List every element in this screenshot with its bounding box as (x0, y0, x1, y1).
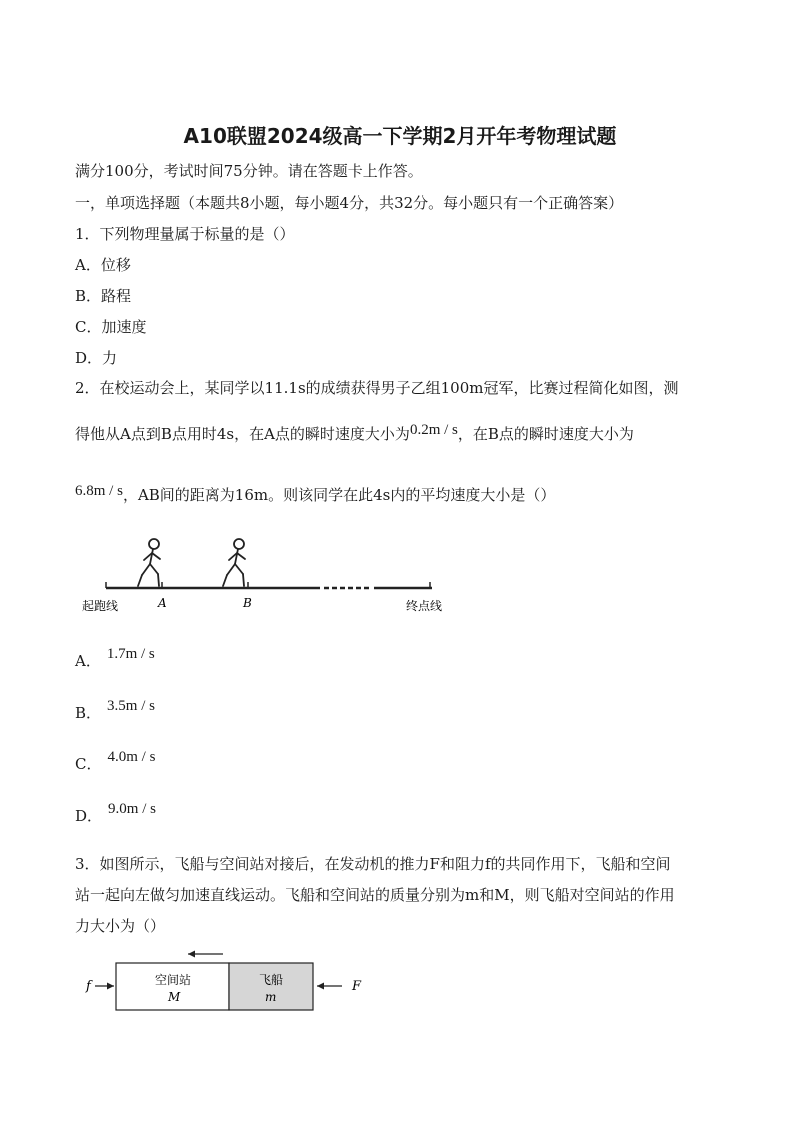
ship-label: 飞船 (259, 973, 284, 987)
point-a-label: A (158, 596, 167, 610)
q2-option-d (75, 801, 156, 826)
q2-text-a: 得他从A点到B点用时4s，在A点的瞬时速度大小为 (75, 425, 410, 443)
ship-mass: m (265, 990, 277, 1004)
q3-stem-line3: 力大小为（） (75, 917, 166, 935)
start-line-label: 起跑线 (82, 599, 119, 613)
q2-stem-line2 (75, 423, 634, 444)
finish-line-label: 终点线 (406, 599, 443, 613)
station-mass: M (168, 990, 181, 1004)
q2-option-b (75, 698, 155, 723)
q1-option-d: D．力 (75, 349, 118, 367)
exam-intro: 满分100分，考试时间75分钟。请在答题卡上作答。 (75, 162, 423, 180)
running-track-figure (80, 530, 460, 620)
f-label: f (86, 979, 91, 994)
station-label: 空间站 (155, 973, 192, 987)
F-label: F (352, 979, 362, 994)
q2-stem-line1: 2．在校运动会上，某同学以11.1s的成绩获得男子乙组100m冠军，比赛过程简化如图，测 (75, 379, 679, 397)
option-value: 9.0m / s (108, 801, 156, 817)
q2-option-c (75, 749, 156, 774)
q2-text-b: ，在B点的瞬时速度大小为 (457, 425, 634, 443)
q3-stem-line2: 站一起向左做匀加速直线运动。飞船和空间站的质量分别为m和M，则飞船对空间站的作用 (75, 886, 675, 904)
page-title: A10联盟2024级高一下学期2月开年考物理试题 (183, 124, 617, 148)
q1-option-b: B．路程 (75, 287, 132, 305)
option-value: 4.0m / s (107, 749, 156, 765)
section-heading: 一，单项选择题（本题共8小题，每小题4分，共32分。每小题只有一个正确答案） (75, 194, 624, 212)
option-letter: D． (75, 807, 103, 825)
spaceship-station-figure (80, 948, 380, 1018)
q2-option-a (75, 646, 155, 671)
runner-b-figure (223, 539, 245, 586)
q1-option-a: A．位移 (75, 256, 131, 274)
q1-stem: 1．下列物理量属于标量的是（） (75, 225, 295, 243)
q1-option-c: C．加速度 (75, 318, 147, 336)
q3-stem-line1: 3．如图所示，飞船与空间站对接后，在发动机的推力F和阻力f的共同作用下，飞船和空间 (75, 855, 671, 873)
runner-a-figure (138, 539, 160, 586)
q2-text-c: ，AB间的距离为16m。则该同学在此4s内的平均速度大小是（） (122, 486, 556, 504)
option-letter: A． (75, 652, 101, 670)
option-letter: C． (75, 755, 102, 773)
option-letter: B． (75, 704, 102, 722)
q2-velocity-b: 6.8m / s (75, 483, 123, 499)
point-b-label: B (243, 596, 252, 610)
option-value: 3.5m / s (107, 698, 155, 714)
option-value: 1.7m / s (106, 646, 155, 662)
q2-velocity-a: 0.2m / s (409, 422, 458, 438)
q2-stem-line3 (75, 484, 555, 505)
